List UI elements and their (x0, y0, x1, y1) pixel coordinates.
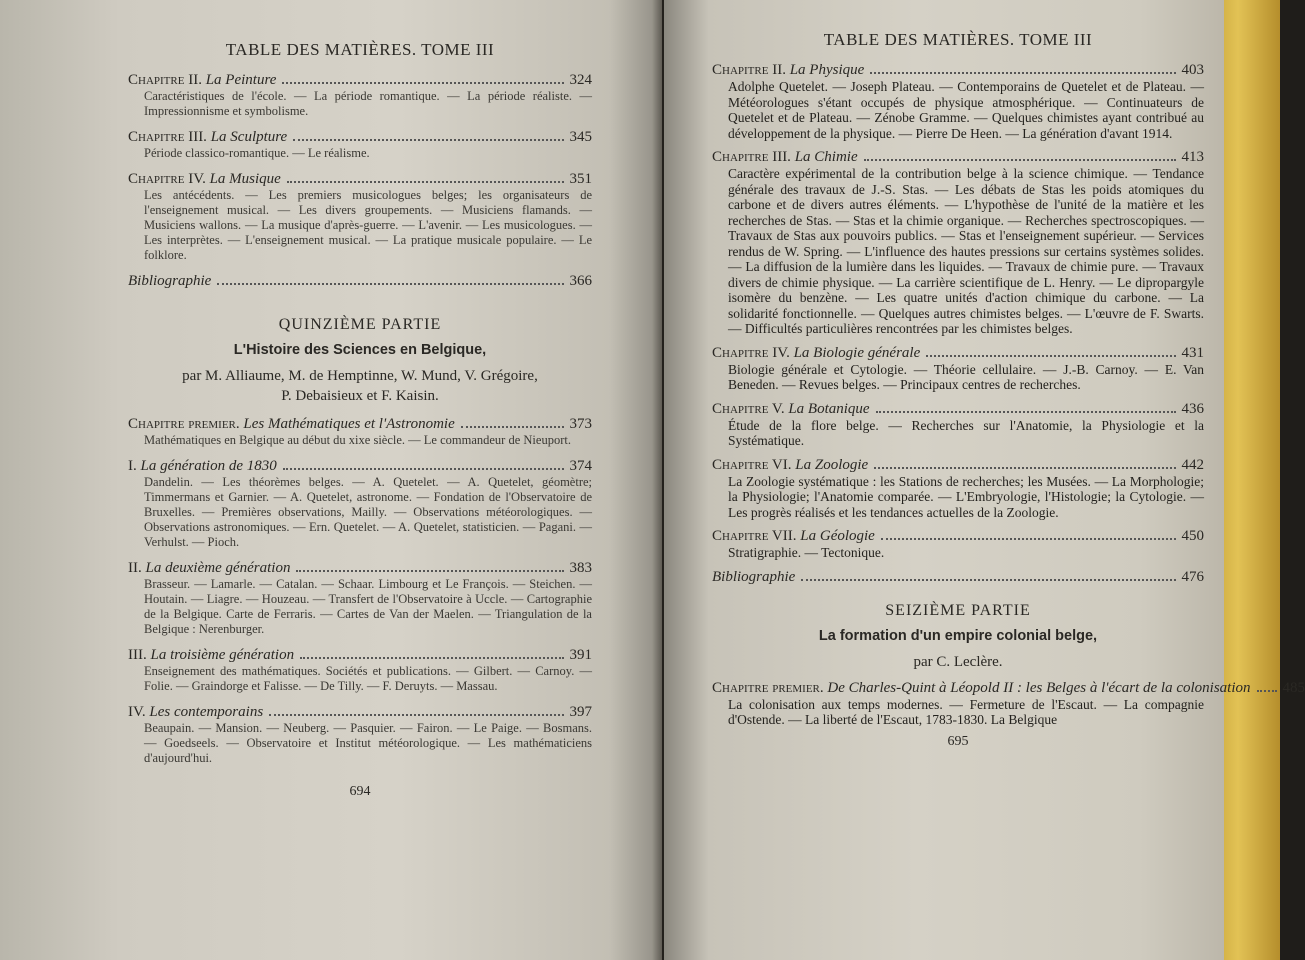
toc-entry (128, 647, 592, 694)
dot-leader (876, 411, 1176, 413)
toc-entry-line (712, 62, 1204, 79)
toc-entry-line (712, 457, 1204, 474)
toc-entry-line (712, 401, 1204, 418)
toc-entry-heading (712, 149, 858, 166)
chapter-title: La deuxième génération (145, 560, 291, 576)
toc-entry-line (128, 560, 592, 577)
dot-leader (293, 139, 563, 141)
toc-entry-heading (128, 72, 276, 89)
toc-page-number: 442 (1181, 456, 1204, 473)
toc-entry-line (128, 129, 592, 146)
toc-entry-heading (128, 704, 263, 721)
toc-page-number: 397 (569, 704, 592, 720)
toc-page-number: 324 (569, 72, 592, 88)
chapter-title: Les contemporains (149, 704, 264, 720)
chapter-summary: Étude de la flore belge. — Recherches sur l'Anatomie, la Physiologie et la Systématique. (728, 417, 1204, 448)
toc-entry-heading (712, 528, 875, 545)
toc-page-number: 450 (1181, 528, 1204, 544)
toc-entry-heading (712, 680, 1251, 697)
toc-page-number: 391 (569, 647, 592, 663)
toc-entry (712, 401, 1204, 449)
toc-page-number: 476 (1181, 568, 1204, 585)
toc-entry-heading (712, 401, 870, 418)
part-title: QUINZIÈME PARTIE (278, 316, 442, 333)
dot-leader (874, 467, 1175, 469)
chapter-label: Chapitre VI. (712, 456, 792, 473)
toc-list (128, 416, 592, 766)
dot-leader (300, 657, 563, 659)
chapter-summary: Beaupain. — Mansion. — Neuberg. — Pasquier. — Fairon. — Le Paige. — Bosmans. — Goedseels. — Observatoire et Institut météorologique. — Les mathématiciens d'aujourd'hui. (144, 721, 592, 765)
toc-entry-heading (712, 569, 795, 586)
dot-leader (282, 82, 563, 84)
chapter-summary: La Zoologie systématique : les Stations de recherches; les Musées. — La Morphologie; la Physiologie; l'Anatomie comparée. — L'Embryologie, l'Histologie; la Cytologie. — Les progrès réalisés et les tendances actuelles de la Zoologie. (728, 473, 1204, 520)
chapter-label: Chapitre premier. (128, 416, 240, 432)
toc-entry-line (128, 171, 592, 188)
toc-page-number: 366 (569, 273, 592, 289)
toc-page-number: 373 (569, 416, 592, 432)
chapter-label: Chapitre premier. (712, 679, 824, 696)
chapter-title: La troisième génération (150, 647, 295, 663)
toc-entry-heading (128, 560, 290, 577)
toc-entry-line (128, 647, 592, 664)
authors-line: par M. Alliaume, M. de Hemptinne, W. Mund, V. Grégoire, (182, 368, 538, 384)
chapter-title: La Sculpture (210, 129, 288, 145)
toc-page-number: 403 (1181, 62, 1204, 78)
dot-leader (864, 159, 1176, 161)
toc-entry-line (712, 679, 1305, 697)
toc-entry (128, 704, 592, 766)
chapter-label: Chapitre V. (712, 400, 785, 417)
chapter-title: La Botanique (788, 400, 870, 417)
chapter-title: La Zoologie (795, 456, 869, 473)
toc-page-number: 374 (569, 458, 592, 474)
toc-page-number: 436 (1181, 400, 1204, 417)
dot-leader (287, 181, 564, 183)
toc-list (712, 679, 1305, 728)
chapter-summary: Adolphe Quetelet. — Joseph Plateau. — Contemporains de Quetelet et de Plateau. — Météorologues s'étant occupés de physique atmosphérique. — Continuateurs de Quetelet et de Plateau. — Zénobe Gramme. — Quelques chimistes ayant contribué au développement de la physique. — Pierre De Heen. — La génération d'avant 1914. (728, 79, 1204, 141)
authors-line: P. Debaisieux et F. Kaisin. (281, 388, 439, 404)
chapter-label: IV. (128, 704, 146, 720)
toc-entry-line (128, 72, 592, 89)
toc-entry-line (712, 149, 1204, 166)
chapter-label: Chapitre III. (128, 129, 207, 145)
toc-entry-line (128, 273, 592, 290)
toc-entry (712, 62, 1204, 141)
chapter-summary: Caractéristiques de l'école. — La période romantique. — La période réaliste. — Impressionnisme et symbolisme. (144, 89, 592, 118)
part-subtitle: La formation d'un empire colonial belge, (818, 627, 1098, 644)
authors (128, 366, 592, 406)
toc-entry-heading (128, 129, 287, 146)
chapter-summary: La colonisation aux temps modernes. — Fermeture de l'Escaut. — La compagnie d'Ostende. — La liberté de l'Escaut, 1783-1830. La Belgique (728, 696, 1204, 727)
chapter-title: De Charles-Quint à Léopold II : les Belges à l'écart de la colonisation (827, 679, 1251, 696)
toc-entry (712, 345, 1204, 393)
toc-entry-line (128, 458, 592, 475)
dot-leader (801, 579, 1175, 581)
authors (712, 652, 1204, 672)
toc-entry (128, 72, 592, 119)
toc-entry (712, 528, 1204, 561)
toc-entry-heading (128, 273, 211, 290)
toc-page-number: 351 (569, 171, 592, 187)
toc-entry-line (712, 528, 1204, 545)
toc-entry-line (712, 569, 1204, 586)
chapter-summary: Enseignement des mathématiques. Sociétés et publications. — Gilbert. — Carnoy. — Folie. — Graindorge et Falisse. — De Tilly. — F. Deruyts. — Massau. (144, 664, 592, 693)
dot-leader (269, 714, 563, 716)
chapter-summary: Les antécédents. — Les premiers musicologues belges; les organisateurs de l'enseignement musical. — Les divers groupements. — Musiciens flamands. — Musiciens wallons. — La musique d'après-guerre. — L'avenir. — Les musicologues. — Les interprètes. — L'enseignement musical. — La pratique musicale populaire. — Le folklore. (144, 188, 592, 262)
chapter-title: La Géologie (800, 528, 875, 544)
toc-entry-heading (128, 458, 277, 475)
toc-entry-line (712, 345, 1204, 362)
right-page (664, 0, 1305, 960)
chapter-label: I. (128, 458, 137, 474)
dot-leader (881, 538, 1176, 540)
toc-entry (128, 560, 592, 637)
chapter-summary: Stratigraphie. — Tectonique. (728, 545, 885, 560)
chapter-label: Chapitre VII. (712, 528, 797, 544)
chapter-label: Chapitre IV. (712, 344, 790, 361)
chapter-label: Chapitre III. (712, 149, 791, 165)
part-subtitle: L'Histoire des Sciences en Belgique, (233, 342, 487, 358)
chapter-label: Chapitre II. (712, 62, 786, 78)
chapter-label: Chapitre II. (128, 72, 202, 88)
toc-entry (128, 458, 592, 550)
toc-page-number: 485 (1282, 679, 1305, 696)
page-number: 695 (947, 733, 969, 749)
toc-entry (712, 679, 1305, 728)
toc-entry-line (128, 704, 592, 721)
chapter-title: La génération de 1830 (140, 458, 277, 474)
toc-entry (128, 171, 592, 263)
toc-page-number: 413 (1181, 149, 1204, 165)
chapter-summary: Brasseur. — Lamarle. — Catalan. — Schaar. Limbourg et Le François. — Steichen. — Houtain. — Liagre. — Houzeau. — Transfert de l'Observatoire à Uccle. — Cartographie de la Belgique. Carte de Ferraris. — Cartes de Van der Maelen. — Triangulation de la Belgique : Nerenburger. (144, 577, 592, 636)
chapter-label: II. (128, 560, 142, 576)
dot-leader (926, 355, 1175, 357)
dot-leader (1257, 690, 1277, 692)
toc-list (712, 62, 1204, 586)
running-head: TABLE DES MATIÈRES. TOME III (225, 40, 495, 59)
toc-entry (128, 273, 592, 290)
toc-entry-heading (128, 647, 294, 664)
dot-leader (296, 570, 563, 572)
toc-entry (128, 129, 592, 161)
chapter-title: La Chimie (794, 149, 858, 165)
chapter-summary: Période classico-romantique. — Le réalisme. (144, 146, 370, 160)
toc-entry (712, 457, 1204, 521)
toc-list (128, 72, 592, 290)
chapter-title: La Peinture (205, 72, 277, 88)
toc-entry-heading (712, 62, 864, 79)
toc-entry (128, 416, 592, 448)
chapter-label: III. (128, 647, 147, 663)
toc-entry (712, 569, 1204, 586)
running-head: TABLE DES MATIÈRES. TOME III (823, 30, 1093, 49)
chapter-title: Bibliographie (128, 273, 212, 289)
chapter-summary: Dandelin. — Les théorèmes belges. — A. Quetelet. — A. Quetelet, géomètre; Timmermans et Garnier. — A. Quetelet, astronome. — Fondation de l'Observatoire de Bruxelles. — Premières observations, Mailly. — Observations météorologiques. — Observations astronomiques. — Ern. Quetelet. — A. Quetelet, statisticien. — Pagani. — Verhulst. — Pioch. (144, 475, 592, 549)
authors-line: par C. Leclère. (913, 653, 1003, 670)
dot-leader (283, 468, 564, 470)
toc-entry-heading (128, 171, 281, 188)
toc-entry-heading (712, 457, 868, 474)
toc-page-number: 383 (569, 560, 592, 576)
chapter-summary: Mathématiques en Belgique au début du xixe siècle. — Le commandeur de Nieuport. (144, 433, 571, 447)
toc-entry-heading (128, 416, 455, 433)
toc-entry-heading (712, 345, 920, 362)
dot-leader (870, 72, 1175, 74)
toc-page-number: 431 (1181, 344, 1204, 361)
chapter-label: Chapitre IV. (128, 171, 206, 187)
chapter-title: La Musique (209, 171, 281, 187)
chapter-summary: Caractère expérimental de la contribution belge à la science chimique. — Tendance générale des travaux de J.-S. Stas. — Les débats de Stas les poids atomiques du carbone et de divers autres éléments. — L'hypothèse de l'unité de la matière et les recherches de Stas. — Stas et la chimie organique. — Recherches spectroscopiques. — Travaux de Stas aux pouvoirs publics. — Stas et l'enseignement supérieur. — Services rendus de W. Spring. — L'influence des hautes pressions sur certains systèmes solides. — La diffusion de la lumière dans les liquides. — Travaux de chimie pure. — Travaux divers de chimie physique. — La carrière scientifique de L. Henry. — Le dipropargyle isomère du benzène. — Les quatre unités d'action chimique du carbone. — La solidarité fonctionnelle. — Quelques autres chimistes belges. — L'œuvre de F. Swarts. — Difficultés particulières rencontrées par les chimistes belges. (728, 166, 1204, 336)
part-title: SEIZIÈME PARTIE (885, 601, 1031, 619)
chapter-title: Les Mathématiques et l'Astronomie (243, 416, 455, 432)
toc-entry-line (128, 416, 592, 433)
toc-page-number: 345 (569, 129, 592, 145)
chapter-title: La Physique (789, 62, 865, 78)
toc-entry (712, 149, 1204, 337)
chapter-title: La Biologie générale (793, 344, 921, 361)
chapter-summary: Biologie générale et Cytologie. — Théorie cellulaire. — J.-B. Carnoy. — E. Van Beneden. — Revues belges. — Principaux centres de recherches. (728, 361, 1204, 392)
dot-leader (217, 283, 563, 285)
page-number: 694 (349, 784, 371, 799)
dot-leader (461, 426, 564, 428)
chapter-title: Bibliographie (712, 568, 796, 585)
